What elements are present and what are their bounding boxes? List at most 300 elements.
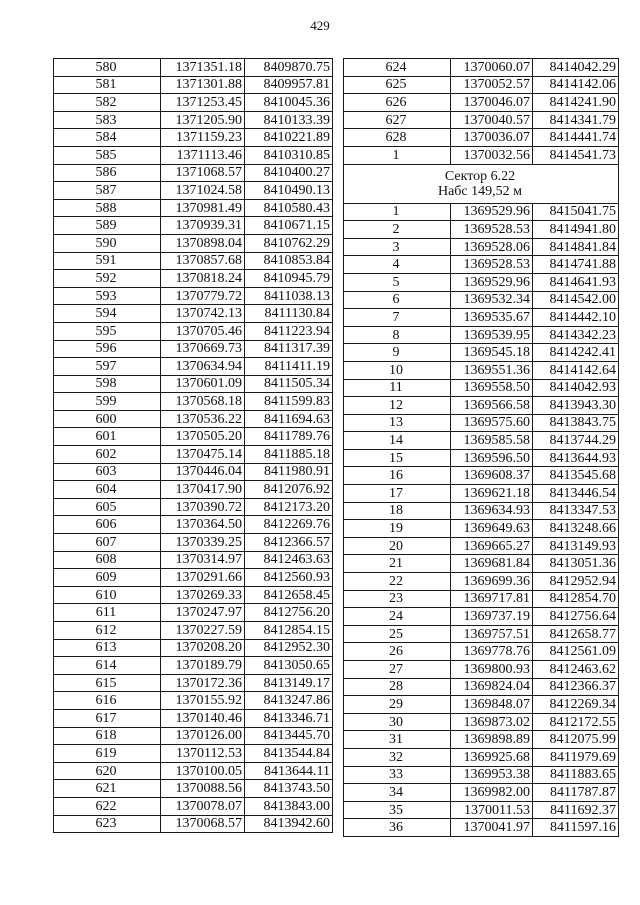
x-coordinate-cell: 1369982.00 [451,784,533,802]
y-coordinate-cell: 8410221.89 [245,129,333,147]
y-coordinate-cell: 8413942.60 [245,815,333,833]
point-number-cell: 592 [54,270,161,288]
point-number-cell: 2 [344,221,451,239]
y-coordinate-cell: 8410853.84 [245,252,333,270]
point-number-cell: 580 [54,59,161,77]
point-number-cell: 595 [54,322,161,340]
x-coordinate-cell: 1370041.97 [451,819,533,837]
x-coordinate-cell: 1370036.07 [451,129,533,147]
y-coordinate-cell: 8412854.70 [533,590,619,608]
x-coordinate-cell: 1369925.68 [451,748,533,766]
table-row [54,622,333,640]
y-coordinate-cell: 8414542.00 [533,291,619,309]
table-row [344,309,619,327]
table-row [54,516,333,534]
x-coordinate-cell: 1370078.07 [161,797,245,815]
point-number-cell: 11 [344,379,451,397]
point-number-cell: 15 [344,449,451,467]
x-coordinate-cell: 1369873.02 [451,713,533,731]
table-row [344,625,619,643]
point-number-cell: 1 [344,203,451,221]
table-row [344,221,619,239]
table-row [54,446,333,464]
point-number-cell: 28 [344,678,451,696]
table-row [344,449,619,467]
x-coordinate-cell: 1370742.13 [161,305,245,323]
x-coordinate-cell: 1370126.00 [161,727,245,745]
point-number-cell: 34 [344,784,451,802]
point-number-cell: 1 [344,146,451,164]
y-coordinate-cell: 8413247.86 [245,692,333,710]
table-row [54,586,333,604]
table-row [344,661,619,679]
point-number-cell: 616 [54,692,161,710]
y-coordinate-cell: 8410945.79 [245,270,333,288]
table-row [344,555,619,573]
point-number-cell: 26 [344,643,451,661]
x-coordinate-cell: 1370032.56 [451,146,533,164]
x-coordinate-cell: 1369585.58 [451,432,533,450]
y-coordinate-cell: 8413445.70 [245,727,333,745]
table-row [344,291,619,309]
point-number-cell: 33 [344,766,451,784]
x-coordinate-cell: 1369528.06 [451,238,533,256]
x-coordinate-cell: 1370052.57 [451,76,533,94]
table-row [344,146,619,164]
y-coordinate-cell: 8411505.34 [245,375,333,393]
point-number-cell: 19 [344,520,451,538]
point-number-cell: 606 [54,516,161,534]
y-coordinate-cell: 8414042.93 [533,379,619,397]
point-number-cell: 604 [54,481,161,499]
x-coordinate-cell: 1371068.57 [161,164,245,182]
table-row [54,481,333,499]
point-number-cell: 591 [54,252,161,270]
y-coordinate-cell: 8412952.30 [245,639,333,657]
point-number-cell: 5 [344,273,451,291]
y-coordinate-cell: 8411979.69 [533,748,619,766]
x-coordinate-cell: 1370112.53 [161,745,245,763]
x-coordinate-cell: 1370390.72 [161,498,245,516]
y-coordinate-cell: 8414442.10 [533,309,619,327]
y-coordinate-cell: 8411789.76 [245,428,333,446]
page-number: 429 [310,18,330,33]
table-row [54,498,333,516]
table-row [54,146,333,164]
point-number-cell: 21 [344,555,451,573]
point-number-cell: 622 [54,797,161,815]
y-coordinate-cell: 8414142.06 [533,76,619,94]
table-row [344,129,619,147]
table-row [344,273,619,291]
x-coordinate-cell: 1370189.79 [161,657,245,675]
table-row [344,573,619,591]
x-coordinate-cell: 1369665.27 [451,537,533,555]
y-coordinate-cell: 8409870.75 [245,59,333,77]
point-number-cell: 30 [344,713,451,731]
x-coordinate-cell: 1370475.14 [161,446,245,464]
table-row [344,537,619,555]
y-coordinate-cell: 8412366.37 [533,678,619,696]
point-number-cell: 614 [54,657,161,675]
point-number-cell: 612 [54,622,161,640]
x-coordinate-cell: 1369545.18 [451,344,533,362]
x-coordinate-cell: 1370040.57 [451,111,533,129]
table-row [54,129,333,147]
y-coordinate-cell: 8412756.64 [533,608,619,626]
y-coordinate-cell: 8414741.88 [533,256,619,274]
x-coordinate-cell: 1370536.22 [161,410,245,428]
y-coordinate-cell: 8413446.54 [533,485,619,503]
table-row [54,692,333,710]
x-coordinate-cell: 1369898.89 [451,731,533,749]
point-number-cell: 620 [54,762,161,780]
table-row [344,748,619,766]
table-row [344,520,619,538]
y-coordinate-cell: 8410671.15 [245,217,333,235]
table-row [54,604,333,622]
point-number-cell: 9 [344,344,451,362]
x-coordinate-cell: 1371159.23 [161,129,245,147]
table-row [344,713,619,731]
y-coordinate-cell: 8412463.62 [533,661,619,679]
table-row [344,238,619,256]
point-number-cell: 610 [54,586,161,604]
point-number-cell: 615 [54,674,161,692]
point-number-cell: 602 [54,446,161,464]
point-number-cell: 621 [54,780,161,798]
x-coordinate-cell: 1370208.20 [161,639,245,657]
x-coordinate-cell: 1369532.34 [451,291,533,309]
x-coordinate-cell: 1369681.84 [451,555,533,573]
point-number-cell: 619 [54,745,161,763]
table-row [54,76,333,94]
x-coordinate-cell: 1369558.50 [451,379,533,397]
point-number-cell: 29 [344,696,451,714]
table-row [54,393,333,411]
x-coordinate-cell: 1370140.46 [161,709,245,727]
point-number-cell: 20 [344,537,451,555]
y-coordinate-cell: 8413347.53 [533,502,619,520]
table-row [344,467,619,485]
point-number-cell: 10 [344,361,451,379]
x-coordinate-cell: 1369800.93 [451,661,533,679]
y-coordinate-cell: 8411038.13 [245,287,333,305]
x-coordinate-cell: 1370339.25 [161,534,245,552]
table-row [54,639,333,657]
point-number-cell: 6 [344,291,451,309]
table-row [344,94,619,112]
point-number-cell: 617 [54,709,161,727]
table-row [54,551,333,569]
x-coordinate-cell: 1369551.36 [451,361,533,379]
y-coordinate-cell: 8412075.99 [533,731,619,749]
point-number-cell: 27 [344,661,451,679]
y-coordinate-cell: 8412366.57 [245,534,333,552]
table-row [344,643,619,661]
x-coordinate-cell: 1369528.53 [451,256,533,274]
x-coordinate-cell: 1370100.05 [161,762,245,780]
x-coordinate-cell: 1371253.45 [161,94,245,112]
x-coordinate-cell: 1369824.04 [451,678,533,696]
y-coordinate-cell: 8410490.13 [245,182,333,200]
point-number-cell: 613 [54,639,161,657]
y-coordinate-cell: 8413743.50 [245,780,333,798]
table-row [54,410,333,428]
point-number-cell: 605 [54,498,161,516]
point-number-cell: 4 [344,256,451,274]
y-coordinate-cell: 8411694.63 [245,410,333,428]
x-coordinate-cell: 1370446.04 [161,463,245,481]
x-coordinate-cell: 1369608.37 [451,467,533,485]
point-number-cell: 581 [54,76,161,94]
x-coordinate-cell: 1370779.72 [161,287,245,305]
sector-subtitle: Набс 149,52 м [437,183,523,199]
sector-title: Сектор 6.22 [444,168,516,184]
x-coordinate-cell: 1370227.59 [161,622,245,640]
point-number-cell: 590 [54,234,161,252]
x-coordinate-cell: 1369717.81 [451,590,533,608]
x-coordinate-cell: 1370046.07 [451,94,533,112]
point-number-cell: 583 [54,111,161,129]
x-coordinate-cell: 1370314.97 [161,551,245,569]
table-row [344,326,619,344]
sector-header [344,164,619,203]
point-number-cell: 31 [344,731,451,749]
point-number-cell: 16 [344,467,451,485]
point-number-cell: 596 [54,340,161,358]
table-row [54,94,333,112]
x-coordinate-cell: 1370981.49 [161,199,245,217]
y-coordinate-cell: 8412076.92 [245,481,333,499]
y-coordinate-cell: 8412560.93 [245,569,333,587]
y-coordinate-cell: 8410400.27 [245,164,333,182]
y-coordinate-cell: 8412854.15 [245,622,333,640]
point-number-cell: 585 [54,146,161,164]
x-coordinate-cell: 1371301.88 [161,76,245,94]
x-coordinate-cell: 1370669.73 [161,340,245,358]
x-coordinate-cell: 1371351.18 [161,59,245,77]
table-row [344,784,619,802]
table-row [54,727,333,745]
sector-header-row [344,164,619,203]
x-coordinate-cell: 1370060.07 [451,59,533,77]
table-row [344,379,619,397]
y-coordinate-cell: 8412561.09 [533,643,619,661]
table-row [344,731,619,749]
x-coordinate-cell: 1370705.46 [161,322,245,340]
x-coordinate-cell: 1370068.57 [161,815,245,833]
y-coordinate-cell: 8413545.68 [533,467,619,485]
y-coordinate-cell: 8414541.73 [533,146,619,164]
point-number-cell: 594 [54,305,161,323]
y-coordinate-cell: 8414841.84 [533,238,619,256]
y-coordinate-cell: 8414042.29 [533,59,619,77]
point-number-cell: 17 [344,485,451,503]
table-row [54,358,333,376]
table-row [54,340,333,358]
point-number-cell: 598 [54,375,161,393]
point-number-cell: 36 [344,819,451,837]
x-coordinate-cell: 1370601.09 [161,375,245,393]
table-row [344,678,619,696]
table-row [54,287,333,305]
table-row [54,657,333,675]
point-number-cell: 626 [344,94,451,112]
point-number-cell: 627 [344,111,451,129]
x-coordinate-cell: 1370568.18 [161,393,245,411]
table-row [344,766,619,784]
point-number-cell: 35 [344,801,451,819]
table-row [54,463,333,481]
left-coordinate-table [53,58,333,833]
point-number-cell: 586 [54,164,161,182]
table-row [54,234,333,252]
y-coordinate-cell: 8413346.71 [245,709,333,727]
x-coordinate-cell: 1369953.38 [451,766,533,784]
y-coordinate-cell: 8411885.18 [245,446,333,464]
y-coordinate-cell: 8412952.94 [533,573,619,591]
y-coordinate-cell: 8413248.66 [533,520,619,538]
table-row [344,696,619,714]
x-coordinate-cell: 1369596.50 [451,449,533,467]
table-row [54,111,333,129]
y-coordinate-cell: 8410133.39 [245,111,333,129]
y-coordinate-cell: 8411223.94 [245,322,333,340]
x-coordinate-cell: 1370417.90 [161,481,245,499]
y-coordinate-cell: 8411317.39 [245,340,333,358]
table-row [54,182,333,200]
x-coordinate-cell: 1369535.67 [451,309,533,327]
point-number-cell: 14 [344,432,451,450]
y-coordinate-cell: 8410580.43 [245,199,333,217]
point-number-cell: 601 [54,428,161,446]
y-coordinate-cell: 8414341.79 [533,111,619,129]
point-number-cell: 603 [54,463,161,481]
table-row [54,797,333,815]
y-coordinate-cell: 8413149.93 [533,537,619,555]
point-number-cell: 32 [344,748,451,766]
x-coordinate-cell: 1371024.58 [161,182,245,200]
table-row [344,502,619,520]
table-row [54,322,333,340]
y-coordinate-cell: 8413644.11 [245,762,333,780]
table-row [54,428,333,446]
table-row [344,111,619,129]
point-number-cell: 18 [344,502,451,520]
x-coordinate-cell: 1370939.31 [161,217,245,235]
x-coordinate-cell: 1370155.92 [161,692,245,710]
x-coordinate-cell: 1369529.96 [451,273,533,291]
point-number-cell: 607 [54,534,161,552]
y-coordinate-cell: 8410310.85 [245,146,333,164]
y-coordinate-cell: 8410045.36 [245,94,333,112]
x-coordinate-cell: 1369529.96 [451,203,533,221]
y-coordinate-cell: 8412269.76 [245,516,333,534]
point-number-cell: 587 [54,182,161,200]
table-row [54,534,333,552]
y-coordinate-cell: 8414441.74 [533,129,619,147]
point-number-cell: 8 [344,326,451,344]
y-coordinate-cell: 8410762.29 [245,234,333,252]
point-number-cell: 7 [344,309,451,327]
x-coordinate-cell: 1370505.20 [161,428,245,446]
y-coordinate-cell: 8413843.00 [245,797,333,815]
table-row [54,375,333,393]
table-row [54,709,333,727]
y-coordinate-cell: 8413644.93 [533,449,619,467]
point-number-cell: 13 [344,414,451,432]
y-coordinate-cell: 8411411.19 [245,358,333,376]
table-row [344,203,619,221]
x-coordinate-cell: 1369621.18 [451,485,533,503]
y-coordinate-cell: 8411130.84 [245,305,333,323]
y-coordinate-cell: 8412658.45 [245,586,333,604]
table-row [344,76,619,94]
x-coordinate-cell: 1369649.63 [451,520,533,538]
point-number-cell: 22 [344,573,451,591]
y-coordinate-cell: 8412756.20 [245,604,333,622]
y-coordinate-cell: 8413149.17 [245,674,333,692]
x-coordinate-cell: 1370898.04 [161,234,245,252]
x-coordinate-cell: 1370172.36 [161,674,245,692]
point-number-cell: 597 [54,358,161,376]
table-row [54,745,333,763]
x-coordinate-cell: 1370269.33 [161,586,245,604]
point-number-cell: 611 [54,604,161,622]
y-coordinate-cell: 8413843.75 [533,414,619,432]
point-number-cell: 3 [344,238,451,256]
point-number-cell: 618 [54,727,161,745]
point-number-cell: 624 [344,59,451,77]
y-coordinate-cell: 8411980.91 [245,463,333,481]
point-number-cell: 608 [54,551,161,569]
y-coordinate-cell: 8412658.77 [533,625,619,643]
x-coordinate-cell: 1370291.66 [161,569,245,587]
y-coordinate-cell: 8412173.20 [245,498,333,516]
x-coordinate-cell: 1369737.19 [451,608,533,626]
y-coordinate-cell: 8413744.29 [533,432,619,450]
point-number-cell: 600 [54,410,161,428]
x-coordinate-cell: 1370011.53 [451,801,533,819]
table-row [344,397,619,415]
table-row [344,361,619,379]
x-coordinate-cell: 1369528.53 [451,221,533,239]
y-coordinate-cell: 8415041.75 [533,203,619,221]
table-row [54,569,333,587]
point-number-cell: 589 [54,217,161,235]
table-row [54,762,333,780]
table-row [54,252,333,270]
point-number-cell: 628 [344,129,451,147]
y-coordinate-cell: 8414641.93 [533,273,619,291]
table-row [344,344,619,362]
table-row [344,256,619,274]
x-coordinate-cell: 1369634.93 [451,502,533,520]
point-number-cell: 23 [344,590,451,608]
y-coordinate-cell: 8411599.83 [245,393,333,411]
x-coordinate-cell: 1370088.56 [161,780,245,798]
point-number-cell: 625 [344,76,451,94]
x-coordinate-cell: 1369539.95 [451,326,533,344]
y-coordinate-cell: 8411597.16 [533,819,619,837]
table-row [344,590,619,608]
point-number-cell: 609 [54,569,161,587]
table-row [344,485,619,503]
table-row [54,305,333,323]
y-coordinate-cell: 8414342.23 [533,326,619,344]
x-coordinate-cell: 1369778.76 [451,643,533,661]
